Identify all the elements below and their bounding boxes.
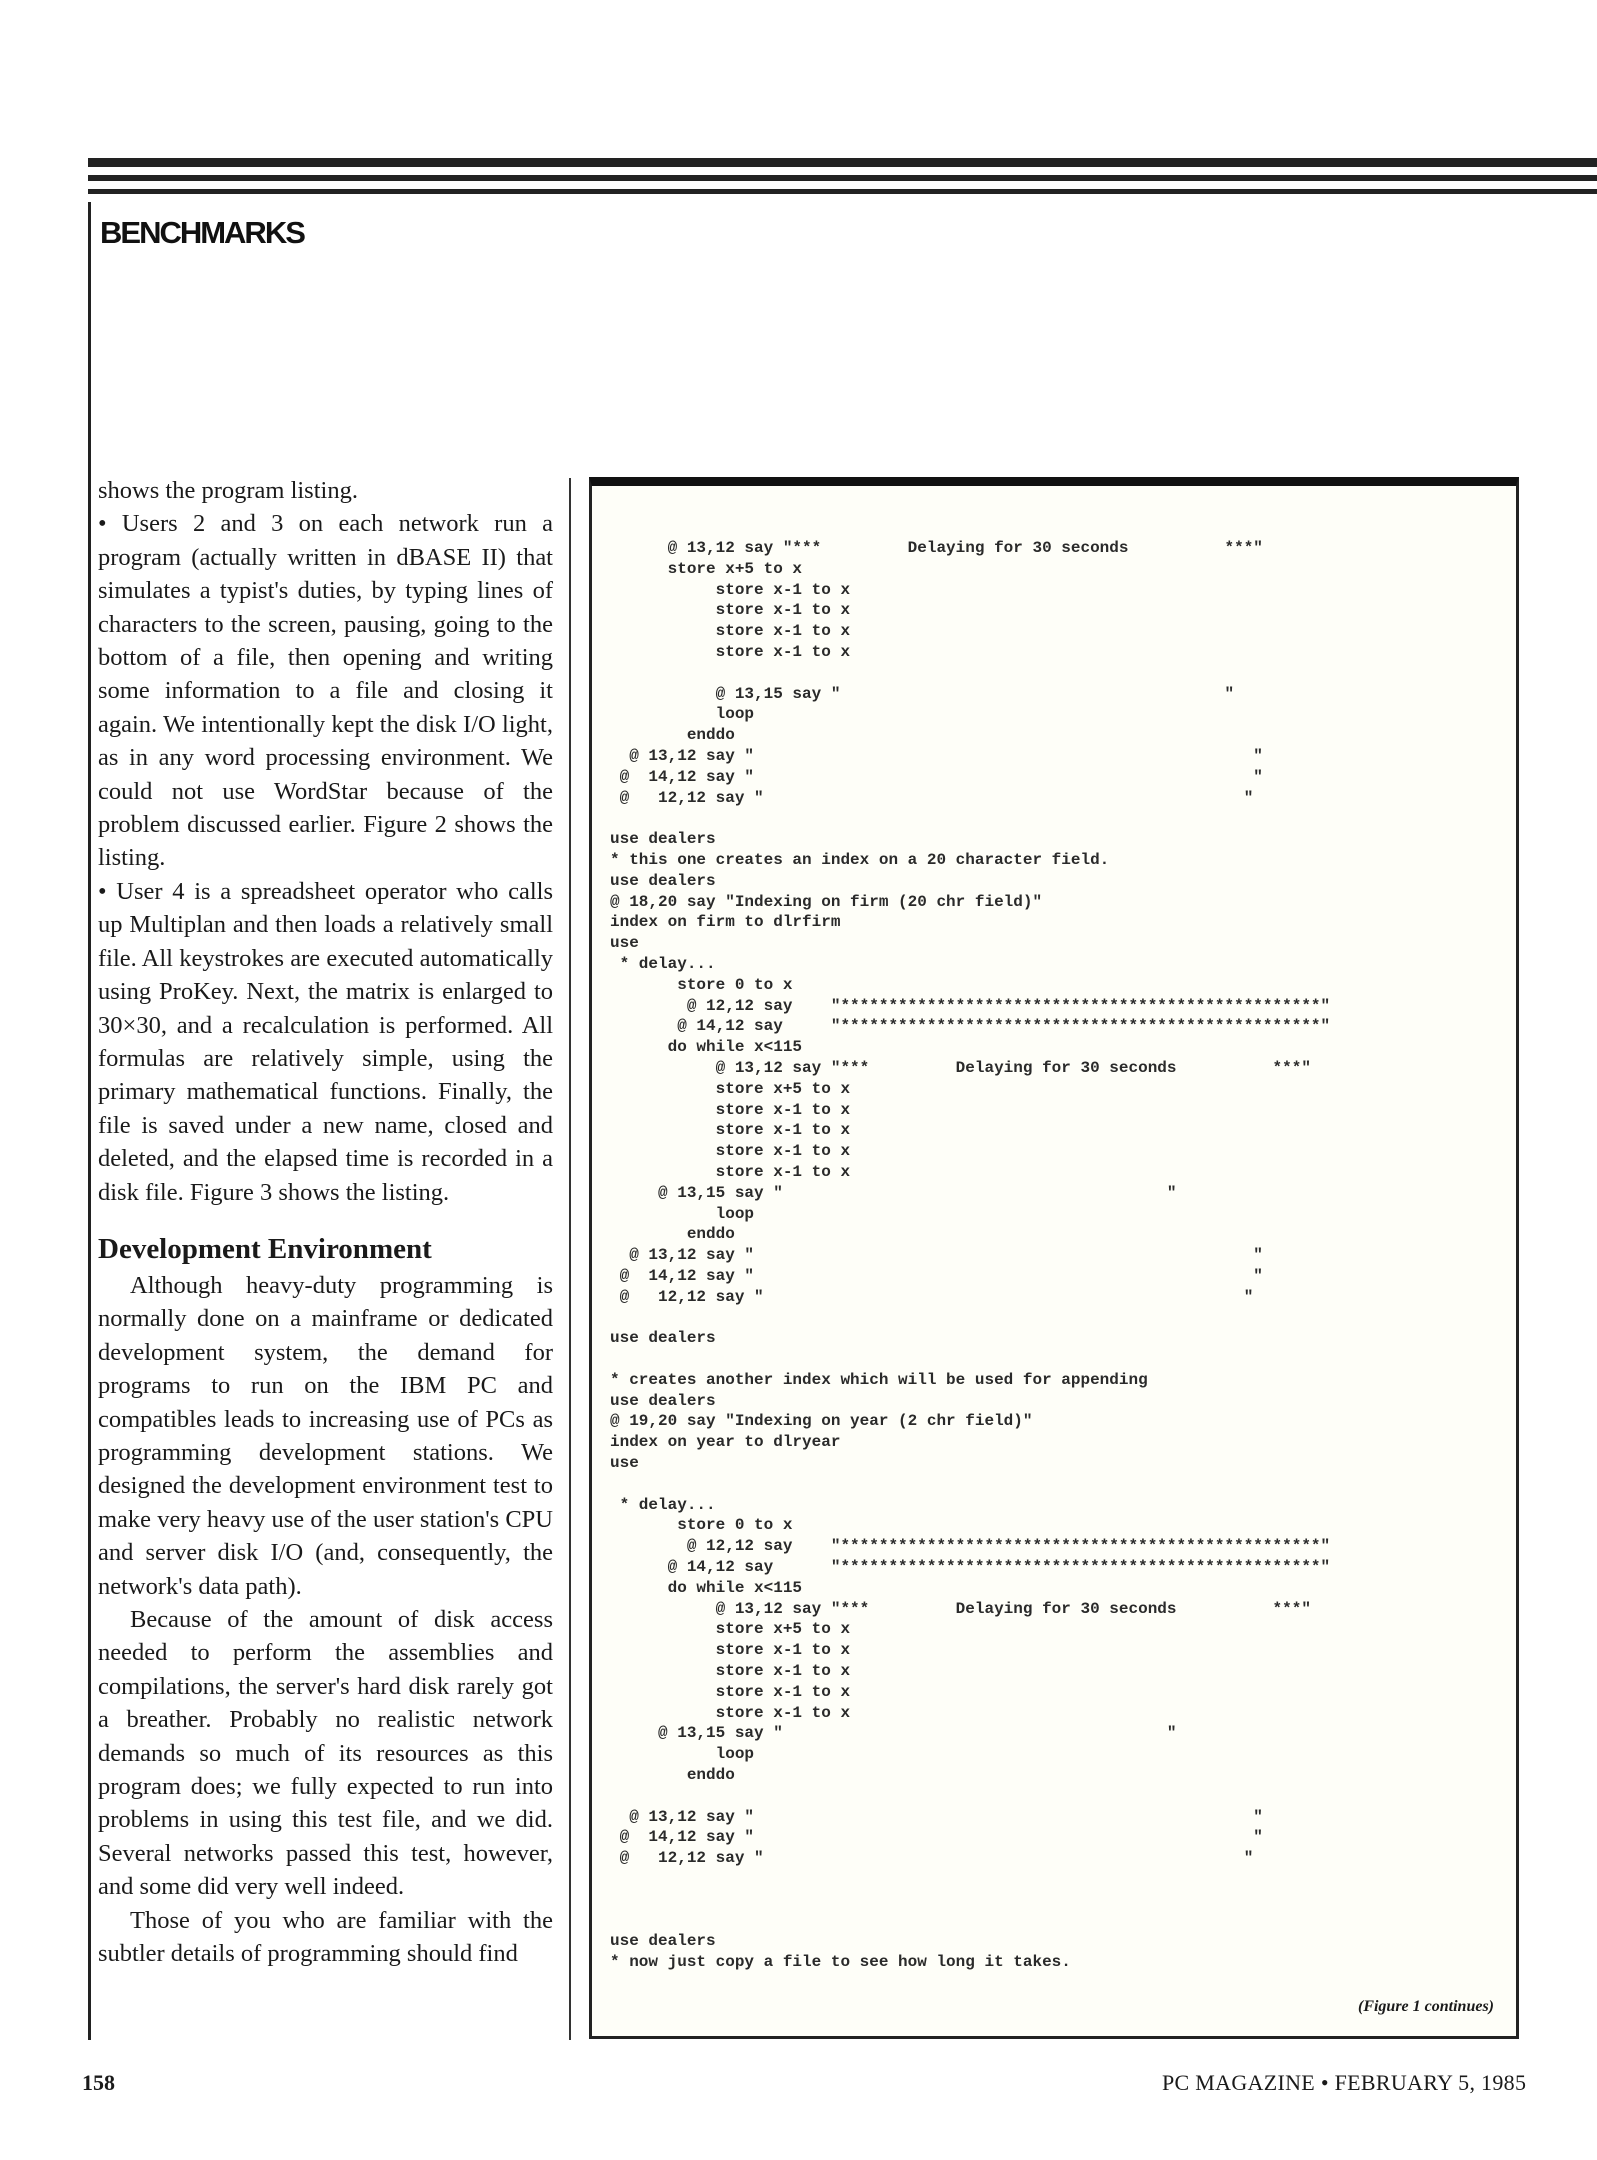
code-line: @ 13,12 say "*** Delaying for 30 seconds ***": [610, 1058, 1311, 1077]
code-line: @ 13,12 say " ": [610, 1807, 1263, 1826]
paragraph-1: shows the program listing.: [98, 477, 358, 504]
code-line: use: [610, 934, 639, 953]
code-line: @ 12,12 say "**************************************************": [610, 996, 1331, 1015]
code-line: [610, 1890, 1490, 1911]
paragraph-users-2-3: • Users 2 and 3 on each network run a program (actually written in dBASE II) that simulates a typist's duties, by typing lines of characters to the screen, pausing, going to the bottom of a file, then opening and writing some information to a file and closing it again. We intentionally kept the disk I/O light, as in any word processing environment. We could not use WordStar because of the problem discussed earlier. Figure 2 shows the listing.: [98, 510, 553, 872]
code-listing: [610, 538, 1490, 1973]
header-rules: [88, 158, 1597, 202]
code-line: enddo: [610, 726, 735, 745]
code-line: @ 13,15 say " ": [610, 1724, 1177, 1743]
code-line: @ 12,12 say " ": [610, 1287, 1254, 1306]
code-line: enddo: [610, 1225, 735, 1244]
code-line: store x+5 to x: [610, 1620, 851, 1639]
code-line: @ 14,12 say " ": [610, 767, 1263, 786]
code-line: @ 12,12 say " ": [610, 1849, 1254, 1868]
code-line: use dealers: [610, 1329, 716, 1348]
code-line: loop: [610, 1745, 755, 1764]
code-line: store x+5 to x: [610, 1079, 851, 1098]
code-line: store 0 to x: [610, 975, 793, 994]
paragraph-disk-access: Because of the amount of disk access needed to perform the assemblies and compilations, the server's hard disk rarely got a breather. Probably no realistic network demands so much of its resources as this program does; we fully expected to run into problems in using this test file, and we did. Several networks passed this test, however, and some did very well indeed.: [98, 1606, 553, 1901]
code-line: loop: [610, 705, 755, 724]
code-line: [610, 1869, 1490, 1890]
subheading-development-environment: Development Environment: [98, 1232, 432, 1265]
code-line: store x-1 to x: [610, 642, 851, 661]
code-line: use dealers: [610, 1932, 716, 1951]
code-line: @ 14,12 say " ": [610, 1828, 1263, 1847]
code-line: store x-1 to x: [610, 1142, 851, 1161]
paragraph-programming: Those of you who are familiar with the subtler details of programming should find: [98, 1906, 553, 1968]
paragraph-user-4: • User 4 is a spreadsheet operator who calls up Multiplan and then loads a relatively small file. All keystrokes are executed automatically using ProKey. Next, the matrix is enlarged to 30×30, and a recalculation is performed. All formulas are relatively simple, using the primary mathematical functions. Finally, the file is saved under a new name, closed and deleted, and the elapsed time is recorded in a disk file. Figure 3 shows the listing.: [98, 877, 553, 1206]
code-line: @ 13,12 say " ": [610, 746, 1263, 765]
code-line: * this one creates an index on a 20 character field.: [610, 850, 1110, 869]
code-line: @ 13,12 say " ": [610, 1246, 1263, 1265]
code-line: [610, 1307, 1490, 1328]
code-line: use: [610, 1454, 639, 1473]
code-line: @ 13,15 say " ": [610, 684, 1235, 703]
code-line: store x-1 to x: [610, 580, 851, 599]
code-line: store 0 to x: [610, 1516, 793, 1535]
code-line: use dealers: [610, 871, 716, 890]
code-line: [610, 808, 1490, 829]
code-line: @ 19,20 say "Indexing on year (2 chr field)": [610, 1412, 1033, 1431]
code-line: [610, 1474, 1490, 1495]
publication-footer: PC MAGAZINE • FEBRUARY 5, 1985: [1162, 2070, 1527, 2095]
code-line: index on firm to dlrfirm: [610, 913, 841, 932]
page-number: 158: [82, 2070, 115, 2095]
code-line: use dealers: [610, 1391, 716, 1410]
figure-1-code-listing: [589, 477, 1519, 2039]
code-line: index on year to dlryear: [610, 1433, 841, 1452]
article-text-column: [98, 474, 553, 1970]
code-line: store x-1 to x: [610, 1100, 851, 1119]
code-line: [610, 1786, 1490, 1807]
code-line: @ 14,12 say "**************************************************": [610, 1017, 1331, 1036]
code-line: store x-1 to x: [610, 1162, 851, 1181]
code-line: do while x<115: [610, 1578, 803, 1597]
code-line: @ 13,12 say "*** Delaying for 30 seconds ***": [610, 539, 1263, 557]
code-line: store x-1 to x: [610, 622, 851, 641]
code-line: store x+5 to x: [610, 559, 803, 578]
code-line: @ 13,12 say "*** Delaying for 30 seconds ***": [610, 1599, 1311, 1618]
code-line: * delay...: [610, 1495, 716, 1514]
code-line: @ 12,12 say " ": [610, 788, 1254, 807]
code-line: store x-1 to x: [610, 1662, 851, 1681]
code-line: enddo: [610, 1766, 735, 1785]
code-line: store x-1 to x: [610, 1682, 851, 1701]
code-line: @ 12,12 say "**************************************************": [610, 1537, 1331, 1556]
code-line: @ 13,15 say " ": [610, 1183, 1177, 1202]
column-divider: [569, 478, 571, 2040]
code-line: @ 18,20 say "Indexing on firm (20 chr field)": [610, 892, 1043, 911]
code-line: store x-1 to x: [610, 1641, 851, 1660]
code-line: use dealers: [610, 830, 716, 849]
left-margin-rule: [88, 202, 91, 2040]
code-line: do while x<115: [610, 1038, 803, 1057]
code-line: * now just copy a file to see how long it takes.: [610, 1953, 1071, 1972]
code-line: store x-1 to x: [610, 601, 851, 620]
code-line: [610, 1349, 1490, 1370]
code-line: @ 14,12 say "**************************************************": [610, 1558, 1331, 1577]
code-line: * delay...: [610, 954, 716, 973]
code-line: store x-1 to x: [610, 1703, 851, 1722]
code-line: store x-1 to x: [610, 1121, 851, 1140]
paragraph-development: Although heavy-duty programming is normally done on a mainframe or dedicated development system, the demand for programs to run on the IBM PC and compatibles leads to increasing use of PCs as programming development stations. We designed the development environment test to make very heavy use of the user station's CPU and server disk I/O (and, consequently, the network's data path).: [98, 1271, 553, 1600]
code-line: [610, 663, 1490, 684]
code-line: * creates another index which will be used for appending: [610, 1370, 1148, 1389]
code-line: [610, 1911, 1490, 1932]
section-heading: BENCHMARKS: [100, 215, 304, 250]
code-line: @ 14,12 say " ": [610, 1266, 1263, 1285]
code-line: loop: [610, 1204, 755, 1223]
figure-continues-caption: (Figure 1 continues): [1357, 1998, 1494, 2015]
